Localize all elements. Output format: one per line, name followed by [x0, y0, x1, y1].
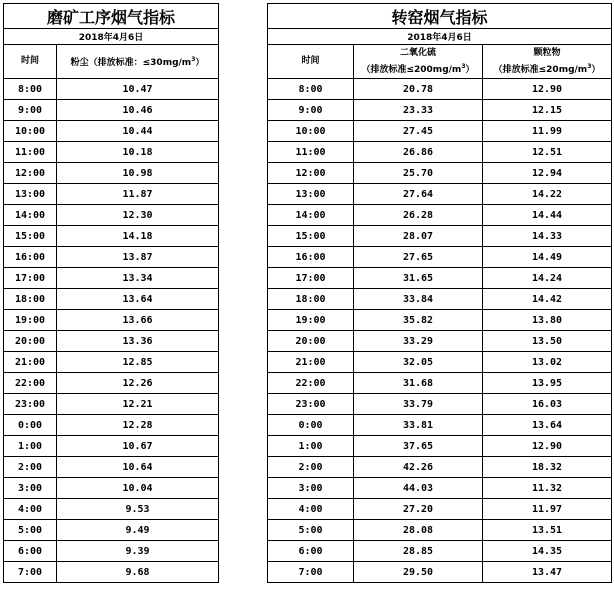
- table-row: [4, 499, 219, 520]
- kiln-cell-so2: 27.20: [354, 499, 483, 520]
- table-row: [268, 184, 612, 205]
- table-row: [4, 541, 219, 562]
- table-row: [4, 331, 219, 352]
- mill-cell-time: 4:00: [4, 499, 57, 520]
- kiln-cell-pm: 14.49: [483, 247, 612, 268]
- mill-cell-time: 11:00: [4, 142, 57, 163]
- table-row: [268, 352, 612, 373]
- kiln-cell-so2: 29.50: [354, 562, 483, 583]
- mill-cell-dust: 12.30: [57, 205, 219, 226]
- kiln-cell-pm: 13.64: [483, 415, 612, 436]
- kiln-cell-pm: 18.32: [483, 457, 612, 478]
- table-row: [268, 541, 612, 562]
- mill-cell-dust: 10.04: [57, 478, 219, 499]
- kiln-cell-pm: 12.51: [483, 142, 612, 163]
- table-row: [268, 478, 612, 499]
- table-row: [268, 163, 612, 184]
- mill-cell-dust: 10.18: [57, 142, 219, 163]
- kiln-cell-so2: 28.07: [354, 226, 483, 247]
- table-row: [4, 520, 219, 541]
- kiln-cell-so2: 32.05: [354, 352, 483, 373]
- kiln-table-title: 转窑烟气指标: [268, 4, 612, 29]
- kiln-cell-time: 15:00: [268, 226, 354, 247]
- kiln-cell-so2: 23.33: [354, 100, 483, 121]
- mill-header-dust-label: 粉尘（排放标准：≤30mg/m: [70, 58, 192, 68]
- mill-table-title: 磨矿工序烟气指标: [4, 4, 219, 29]
- kiln-cell-time: 5:00: [268, 520, 354, 541]
- kiln-cell-time: 0:00: [268, 415, 354, 436]
- table-row: [4, 415, 219, 436]
- kiln-cell-time: 22:00: [268, 373, 354, 394]
- table-row: [4, 142, 219, 163]
- table-row: [268, 394, 612, 415]
- kiln-cell-time: 19:00: [268, 310, 354, 331]
- kiln-cell-so2: 20.78: [354, 79, 483, 100]
- table-row: [268, 100, 612, 121]
- mill-header-dust-sup: 3: [191, 56, 196, 63]
- mill-cell-time: 1:00: [4, 436, 57, 457]
- mill-cell-time: 19:00: [4, 310, 57, 331]
- table-row: [268, 289, 612, 310]
- kiln-cell-pm: 12.94: [483, 163, 612, 184]
- kiln-cell-time: 9:00: [268, 100, 354, 121]
- mill-cell-time: 18:00: [4, 289, 57, 310]
- kiln-header-pm-name: 颗粒物: [533, 47, 561, 58]
- table-row: [4, 457, 219, 478]
- table-row: [4, 247, 219, 268]
- kiln-emission-table: [267, 3, 612, 583]
- mill-cell-time: 20:00: [4, 331, 57, 352]
- kiln-table-date: 2018年4月6日: [268, 29, 612, 45]
- table-row: [4, 121, 219, 142]
- table-row: [268, 142, 612, 163]
- table-row: [4, 226, 219, 247]
- kiln-cell-pm: 14.44: [483, 205, 612, 226]
- mill-header-time: 时间: [4, 45, 57, 79]
- kiln-cell-time: 16:00: [268, 247, 354, 268]
- kiln-cell-pm: 12.15: [483, 100, 612, 121]
- mill-cell-time: 10:00: [4, 121, 57, 142]
- kiln-cell-pm: 12.90: [483, 436, 612, 457]
- kiln-header-so2: [354, 45, 483, 79]
- table-row: [268, 268, 612, 289]
- table-row: [268, 310, 612, 331]
- kiln-cell-so2: 26.28: [354, 205, 483, 226]
- kiln-cell-pm: 16.03: [483, 394, 612, 415]
- mill-cell-dust: 12.28: [57, 415, 219, 436]
- kiln-header-pm-close: ）: [591, 64, 601, 75]
- mill-cell-dust: 10.47: [57, 79, 219, 100]
- kiln-cell-so2: 27.65: [354, 247, 483, 268]
- mill-cell-dust: 13.36: [57, 331, 219, 352]
- kiln-cell-so2: 26.86: [354, 142, 483, 163]
- mill-cell-time: 22:00: [4, 373, 57, 394]
- kiln-header-pm-std: （排放标准≤20mg/m: [493, 64, 588, 75]
- kiln-cell-time: 3:00: [268, 478, 354, 499]
- kiln-cell-pm: 11.97: [483, 499, 612, 520]
- mill-cell-dust: 9.68: [57, 562, 219, 583]
- kiln-table-body: [268, 79, 612, 583]
- kiln-cell-so2: 33.29: [354, 331, 483, 352]
- kiln-cell-so2: 28.08: [354, 520, 483, 541]
- table-row: [4, 289, 219, 310]
- table-row: [4, 79, 219, 100]
- mill-cell-time: 2:00: [4, 457, 57, 478]
- mill-cell-dust: 10.46: [57, 100, 219, 121]
- table-row: [268, 205, 612, 226]
- table-row: [4, 394, 219, 415]
- kiln-header-so2-name: 二氧化硫: [399, 47, 436, 58]
- mill-cell-time: 16:00: [4, 247, 57, 268]
- table-row: [4, 478, 219, 499]
- mill-cell-time: 5:00: [4, 520, 57, 541]
- mill-header-dust: [57, 45, 219, 79]
- kiln-cell-so2: 42.26: [354, 457, 483, 478]
- mill-cell-time: 15:00: [4, 226, 57, 247]
- mill-cell-dust: 10.67: [57, 436, 219, 457]
- kiln-cell-time: 17:00: [268, 268, 354, 289]
- kiln-cell-pm: 11.32: [483, 478, 612, 499]
- kiln-cell-pm: 14.35: [483, 541, 612, 562]
- kiln-cell-time: 20:00: [268, 331, 354, 352]
- kiln-cell-pm: 14.42: [483, 289, 612, 310]
- kiln-cell-so2: 35.82: [354, 310, 483, 331]
- table-row: [268, 415, 612, 436]
- mill-cell-time: 21:00: [4, 352, 57, 373]
- table-row: [268, 79, 612, 100]
- kiln-cell-pm: 11.99: [483, 121, 612, 142]
- mill-cell-time: 13:00: [4, 184, 57, 205]
- kiln-header-so2-close: ）: [465, 64, 475, 75]
- table-row: [268, 520, 612, 541]
- mill-header-dust-close: ）: [195, 58, 205, 68]
- kiln-cell-so2: 28.85: [354, 541, 483, 562]
- table-row: [4, 436, 219, 457]
- table-row: [4, 184, 219, 205]
- kiln-header-pm-sup: 3: [587, 62, 592, 70]
- mill-cell-time: 7:00: [4, 562, 57, 583]
- kiln-cell-so2: 33.84: [354, 289, 483, 310]
- mill-cell-dust: 13.66: [57, 310, 219, 331]
- kiln-cell-time: 23:00: [268, 394, 354, 415]
- kiln-cell-pm: 13.51: [483, 520, 612, 541]
- table-row: [4, 163, 219, 184]
- table-row: [268, 121, 612, 142]
- kiln-header-pm: [483, 45, 612, 79]
- mill-cell-dust: 11.87: [57, 184, 219, 205]
- kiln-cell-so2: 31.65: [354, 268, 483, 289]
- kiln-cell-so2: 44.03: [354, 478, 483, 499]
- mill-cell-time: 14:00: [4, 205, 57, 226]
- kiln-cell-pm: 13.50: [483, 331, 612, 352]
- kiln-cell-time: 2:00: [268, 457, 354, 478]
- kiln-cell-so2: 25.70: [354, 163, 483, 184]
- mill-cell-dust: 10.98: [57, 163, 219, 184]
- mill-cell-dust: 12.85: [57, 352, 219, 373]
- kiln-cell-time: 13:00: [268, 184, 354, 205]
- table-row: [4, 205, 219, 226]
- mill-cell-dust: 14.18: [57, 226, 219, 247]
- table-row: [268, 499, 612, 520]
- kiln-cell-so2: 33.79: [354, 394, 483, 415]
- kiln-cell-time: 8:00: [268, 79, 354, 100]
- mill-emission-table: [3, 3, 219, 583]
- table-row: [4, 562, 219, 583]
- kiln-cell-time: 1:00: [268, 436, 354, 457]
- table-row: [268, 331, 612, 352]
- kiln-cell-time: 14:00: [268, 205, 354, 226]
- kiln-cell-time: 10:00: [268, 121, 354, 142]
- mill-cell-time: 12:00: [4, 163, 57, 184]
- table-row: [268, 373, 612, 394]
- kiln-cell-time: 18:00: [268, 289, 354, 310]
- kiln-header-so2-std: （排放标准≤200mg/m: [361, 64, 462, 75]
- kiln-cell-pm: 13.80: [483, 310, 612, 331]
- kiln-cell-pm: 13.02: [483, 352, 612, 373]
- mill-cell-time: 17:00: [4, 268, 57, 289]
- mill-cell-dust: 10.44: [57, 121, 219, 142]
- mill-cell-dust: 9.53: [57, 499, 219, 520]
- kiln-cell-pm: 12.90: [483, 79, 612, 100]
- mill-table-body: [4, 79, 219, 583]
- table-row: [268, 436, 612, 457]
- mill-cell-dust: 13.34: [57, 268, 219, 289]
- kiln-cell-so2: 27.64: [354, 184, 483, 205]
- kiln-cell-so2: 27.45: [354, 121, 483, 142]
- kiln-cell-pm: 14.22: [483, 184, 612, 205]
- table-row: [268, 226, 612, 247]
- kiln-cell-so2: 33.81: [354, 415, 483, 436]
- kiln-cell-pm: 13.47: [483, 562, 612, 583]
- mill-cell-dust: 10.64: [57, 457, 219, 478]
- kiln-cell-so2: 31.68: [354, 373, 483, 394]
- kiln-header-so2-sup: 3: [461, 62, 466, 70]
- kiln-header-time: 时间: [268, 45, 354, 79]
- mill-cell-time: 3:00: [4, 478, 57, 499]
- table-row: [4, 310, 219, 331]
- mill-cell-dust: 9.39: [57, 541, 219, 562]
- mill-cell-dust: 13.87: [57, 247, 219, 268]
- mill-cell-time: 6:00: [4, 541, 57, 562]
- mill-cell-dust: 9.49: [57, 520, 219, 541]
- table-row: [4, 352, 219, 373]
- mill-table-date: 2018年4月6日: [4, 29, 219, 45]
- kiln-cell-time: 21:00: [268, 352, 354, 373]
- kiln-cell-time: 4:00: [268, 499, 354, 520]
- kiln-cell-time: 11:00: [268, 142, 354, 163]
- mill-cell-time: 9:00: [4, 100, 57, 121]
- table-row: [268, 457, 612, 478]
- kiln-cell-so2: 37.65: [354, 436, 483, 457]
- kiln-cell-pm: 14.24: [483, 268, 612, 289]
- mill-cell-time: 0:00: [4, 415, 57, 436]
- kiln-cell-time: 12:00: [268, 163, 354, 184]
- table-row: [268, 247, 612, 268]
- mill-cell-dust: 12.21: [57, 394, 219, 415]
- table-row: [268, 562, 612, 583]
- kiln-cell-time: 7:00: [268, 562, 354, 583]
- mill-cell-time: 8:00: [4, 79, 57, 100]
- mill-cell-dust: 12.26: [57, 373, 219, 394]
- table-row: [4, 100, 219, 121]
- table-row: [4, 268, 219, 289]
- kiln-cell-pm: 13.95: [483, 373, 612, 394]
- kiln-cell-time: 6:00: [268, 541, 354, 562]
- table-row: [4, 373, 219, 394]
- kiln-cell-pm: 14.33: [483, 226, 612, 247]
- mill-cell-dust: 13.64: [57, 289, 219, 310]
- mill-cell-time: 23:00: [4, 394, 57, 415]
